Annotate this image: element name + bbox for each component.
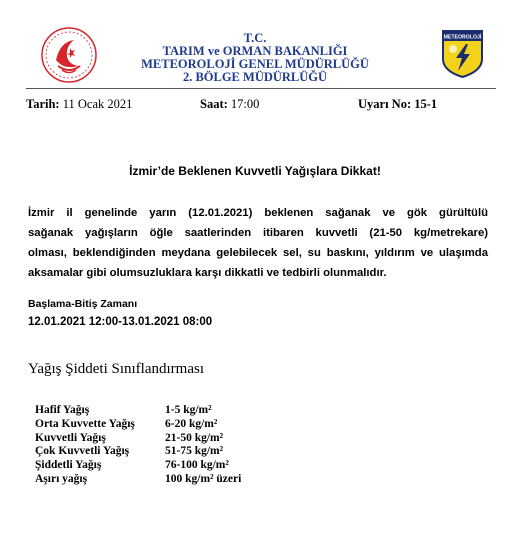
org-line-3: METEOROLOJİ GENEL MÜDÜRLÜĞÜ bbox=[141, 57, 369, 71]
classification-title: Yağış Şiddeti Sınıflandırması bbox=[28, 361, 204, 377]
time-value: 17:00 bbox=[230, 97, 260, 111]
time-label: Saat: bbox=[200, 97, 228, 111]
rain-class-value: 6-20 kg/m² bbox=[165, 417, 218, 430]
date-label: Tarih: bbox=[26, 97, 60, 111]
body-line-3: olması, beklendiğinden meydana gelebilecek sel, su baskını, yıldırım ve ulaşımda bbox=[28, 247, 488, 259]
date-field bbox=[26, 97, 132, 112]
time-range-value: 12.01.2021 12:00-13.01.2021 08:00 bbox=[28, 316, 213, 328]
meteorology-logo-text: METEOROLOJİ bbox=[443, 34, 482, 41]
date-value: 11 Ocak 2021 bbox=[62, 97, 133, 111]
rain-class-name: Çok Kuvvetli Yağış bbox=[35, 445, 130, 458]
body-line-2: sağanak yağışların öğle saatlerinden itibaren kuvvetli (21-50 kg/metrekare) bbox=[28, 227, 488, 239]
time-range-label: Başlama-Bitiş Zamanı bbox=[28, 298, 138, 310]
rain-class-value: 1-5 kg/m² bbox=[165, 404, 212, 416]
body-line-4: aksamalar gibi olumsuzluklara karşı dikkatli ve tedbirli olunmalıdır. bbox=[28, 267, 387, 279]
warning-title: İzmir’de Beklenen Kuvvetli Yağışlara Dikkat! bbox=[129, 164, 381, 178]
rain-class-name: Şiddetli Yağış bbox=[35, 459, 102, 472]
warning-value: 15-1 bbox=[414, 97, 438, 111]
org-line-4: 2. BÖLGE MÜDÜRLÜĞÜ bbox=[182, 70, 328, 84]
rain-class-name: Hafif Yağış bbox=[35, 404, 90, 416]
table-row bbox=[35, 404, 315, 418]
rain-class-name: Aşırı yağış bbox=[35, 472, 88, 485]
rain-class-name: Kuvvetli Yağış bbox=[35, 431, 106, 444]
table-row bbox=[35, 445, 315, 459]
time-field bbox=[200, 97, 259, 112]
table-row bbox=[35, 432, 315, 446]
warning-number-field bbox=[358, 97, 437, 112]
header-divider bbox=[26, 88, 496, 89]
table-row bbox=[35, 418, 315, 432]
rain-class-value: 100 kg/m² üzeri bbox=[165, 472, 242, 485]
classification-table bbox=[35, 404, 315, 487]
org-line-2: TARIM ve ORMAN BAKANLIĞI bbox=[162, 44, 348, 58]
table-row bbox=[35, 459, 315, 473]
rain-class-name: Orta Kuvvette Yağış bbox=[35, 417, 135, 430]
warning-label: Uyarı No: bbox=[358, 97, 412, 111]
rain-class-value: 76-100 kg/m² bbox=[165, 459, 229, 472]
table-row bbox=[35, 473, 315, 487]
rain-class-value: 21-50 kg/m² bbox=[165, 431, 224, 444]
body-line-1: İzmir il genelinde yarın (12.01.2021) beklenen sağanak ve gök gürültülü bbox=[28, 207, 488, 219]
org-line-1: T.C. bbox=[243, 31, 267, 45]
rain-class-value: 51-75 kg/m² bbox=[165, 445, 224, 458]
warning-body bbox=[28, 203, 488, 283]
